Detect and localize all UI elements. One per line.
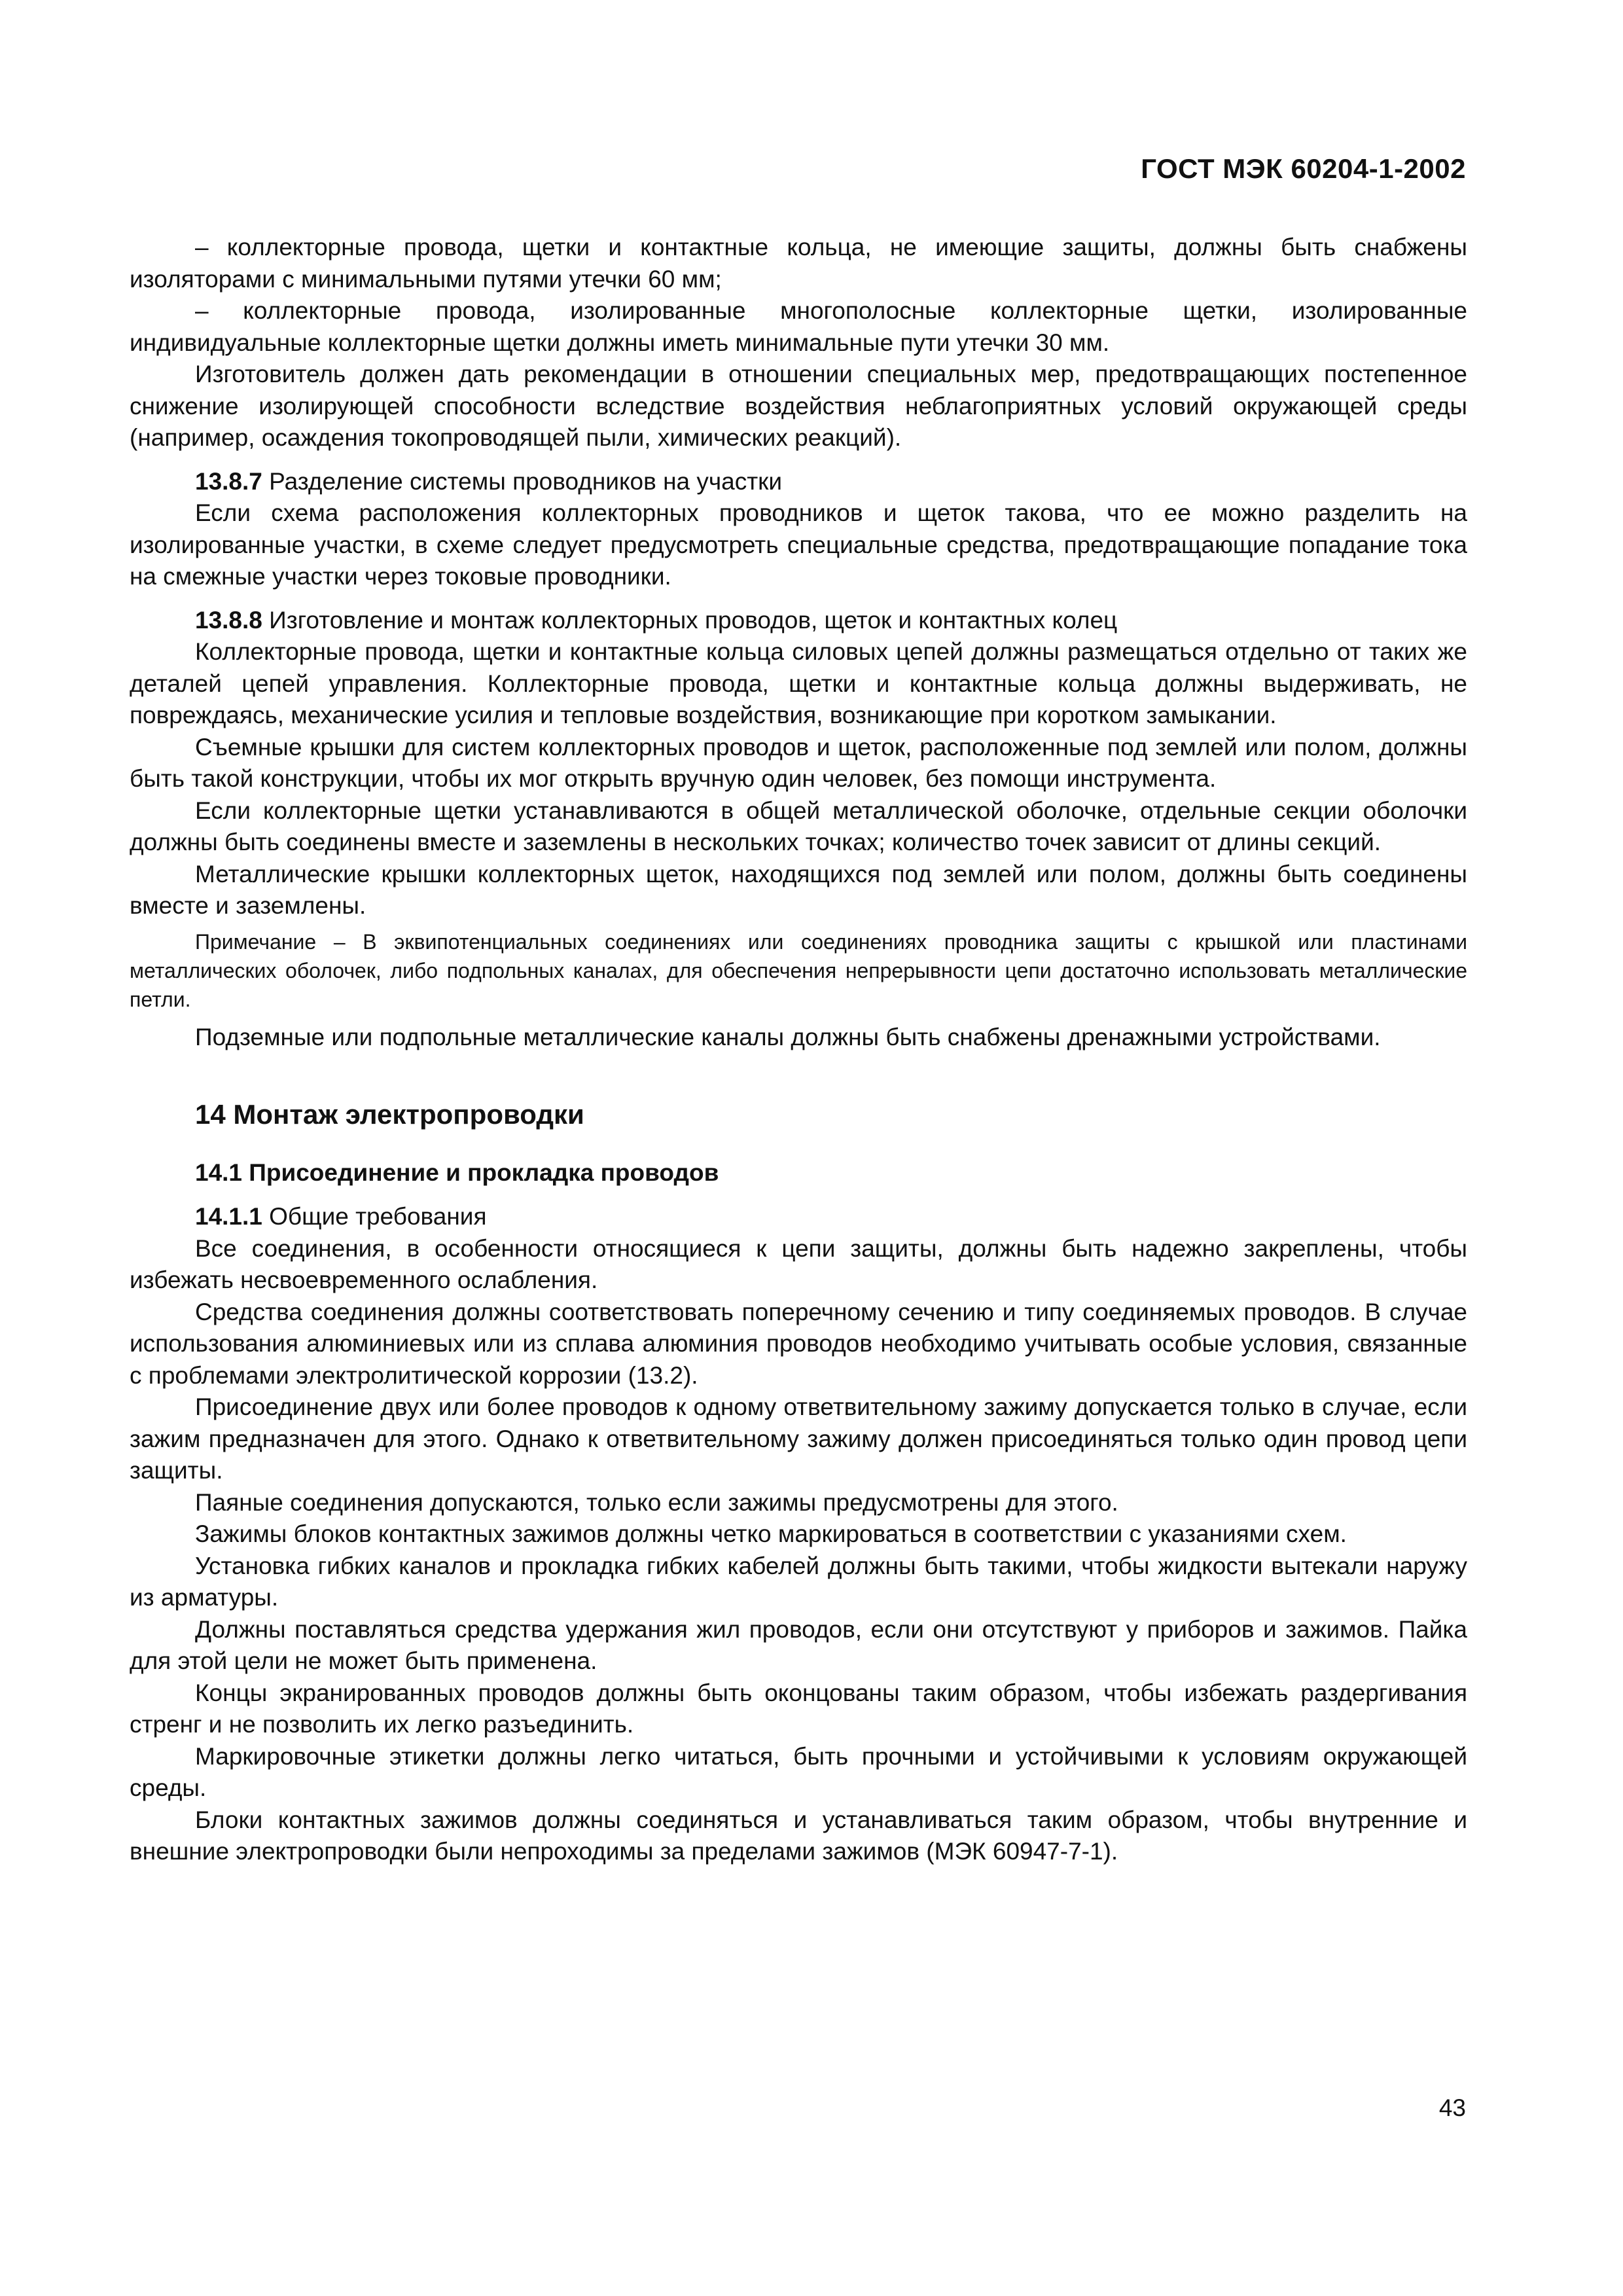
paragraph: Концы экранированных проводов должны быть оконцованы таким образом, чтобы избежать раздергивания стренг и не позволить их легко разъединить. [130,1679,1467,1738]
paragraph: Подземные или подпольные металлические каналы должны быть снабжены дренажными устройствами. [195,1023,1381,1050]
paragraph: Если схема расположения коллекторных проводников и щеток такова, что ее можно разделить на изолированные участки, в схеме следует предусмотреть специальные средства, предотвращающие попадание тока на смежные участки через токовые проводники. [130,499,1467,590]
paragraph: Должны поставляться средства удержания жил проводов, если они отсутствуют у приборов и зажимов. Пайка для этой цели не может быть применена. [130,1615,1467,1674]
document-body [130,232,1467,1868]
paragraph: Присоединение двух или более проводов к одному ответвительному зажиму допускается только в случае, если зажим предназначен для этого. Однако к ответвительному зажиму должен присоединяться только один провод цепи защиты. [130,1393,1467,1484]
clause-number: 13.8.8 [195,606,262,634]
clause-title: Изготовление и монтаж коллекторных проводов, щеток и контактных колец [262,606,1118,634]
paragraph: Блоки контактных зажимов должны соединяться и устанавливаться таким образом, чтобы внутренние и внешние электропроводки были непроходимы за пределами зажимов (МЭК 60947-7-1). [130,1806,1467,1865]
paragraph: Металлические крышки коллекторных щеток, находящихся под землей или полом, должны быть соединены вместе и заземлены. [130,860,1467,919]
page-header: ГОСТ МЭК 60204-1-2002 [1141,153,1466,184]
page-number: 43 [1438,2094,1466,2121]
clause-heading-13-8-7 [130,466,1467,498]
clause-title: Разделение системы проводников на участки [262,467,783,495]
clause-heading-14-1-1 [130,1201,1467,1233]
section-title: 14 Монтаж электропроводки [195,1099,584,1130]
paragraph: Паяные соединения допускаются, только если зажимы предусмотрены для этого. [195,1488,1118,1516]
paragraph: Все соединения, в особенности относящиеся к цепи защиты, должны быть надежно закреплены, чтобы избежать несвоевременного ослабления. [130,1234,1467,1293]
paragraph: Изготовитель должен дать рекомендации в отношении специальных мер, предотвращающих постепенное снижение изолирующей способности вследствие воздействия неблагоприятных условий окружающей среды (например, осаждения токопроводящей пыли, химических реакций). [130,361,1467,451]
clause-heading-13-8-8 [130,605,1467,637]
paragraph: Коллекторные провода, щетки и контактные кольца силовых цепей должны размещаться отдельно от таких же деталей цепей управления. Коллекторные провода, щетки и контактные кольца должны выдерживать, не повреждаясь, механические усилия и тепловые воздействия, возникающие при коротком замыкании. [130,638,1467,728]
paragraph: Если коллекторные щетки устанавливаются в общей металлической оболочке, отдельные секции оболочки должны быть соединены вместе и заземлены в нескольких точках; количество точек зависит от длины секций. [130,797,1467,855]
note: Примечание – В эквипотенциальных соединениях или соединениях проводника защиты с крышкой или пластинами металлических оболочек, либо подпольных каналах, для обеспечения непрерывности цепи достаточно использовать металлические петли. [130,929,1467,1011]
clause-number: 13.8.7 [195,467,262,495]
subsection-title: 14.1 Присоединение и прокладка проводов [195,1159,719,1186]
paragraph: Средства соединения должны соответствовать поперечному сечению и типу соединяемых проводов. В случае использования алюминиевых или из сплава алюминия проводов необходимо учитывать особые условия, связанные с проблемами электролитической коррозии (13.2). [130,1298,1467,1389]
clause-title: Общие требования [262,1203,487,1230]
paragraph: Зажимы блоков контактных зажимов должны четко маркироваться в соответствии с указаниями схем. [195,1520,1347,1547]
paragraph: – коллекторные провода, щетки и контактные кольца, не имеющие защиты, должны быть снабжены изоляторами с минимальными путями утечки 60 мм; [130,234,1467,293]
paragraph: Съемные крышки для систем коллекторных проводов и щеток, расположенные под землей или полом, должны быть такой конструкции, чтобы их мог открыть вручную один человек, без помощи инструмента. [130,733,1467,792]
clause-number: 14.1.1 [195,1203,262,1230]
paragraph: Установка гибких каналов и прокладка гибких кабелей должны быть такими, чтобы жидкости вытекали наружу из арматуры. [130,1552,1467,1611]
paragraph: Маркировочные этикетки должны легко читаться, быть прочными и устойчивыми к условиям окружающей среды. [130,1742,1467,1801]
paragraph: – коллекторные провода, изолированные многополосные коллекторные щетки, изолированные индивидуальные коллекторные щетки должны иметь минимальные пути утечки 30 мм. [130,297,1467,356]
